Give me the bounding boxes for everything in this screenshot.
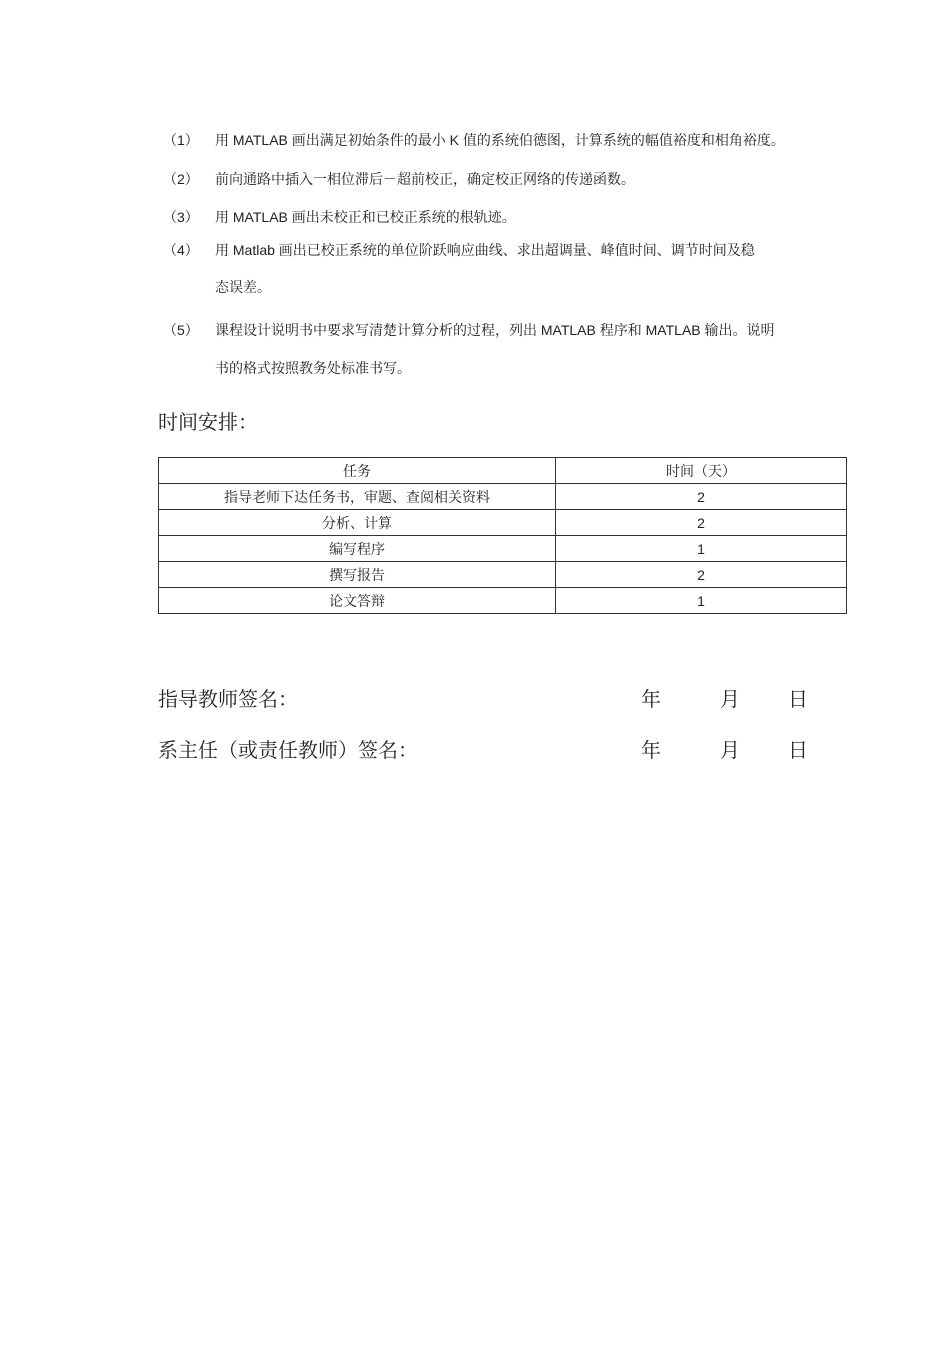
department-head-signature-label: 系主任（或责任教师）签名：	[158, 738, 418, 762]
table-row	[159, 562, 847, 588]
table-row	[159, 536, 847, 562]
header-task: 任务	[159, 458, 556, 484]
task-cell: 分析、计算	[159, 510, 556, 536]
day-label: 日	[788, 687, 808, 711]
year-label: 年	[641, 738, 661, 762]
days-cell: 1	[556, 588, 847, 614]
requirement-text: 前向通路中插入一相位滞后－超前校正，确定校正网络的传递函数。	[215, 171, 635, 187]
table-header-row	[159, 458, 847, 484]
days-cell: 1	[556, 536, 847, 562]
task-cell: 撰写报告	[159, 562, 556, 588]
month-label: 月	[720, 738, 740, 762]
task-cell: 指导老师下达任务书，审题、查阅相关资料	[159, 484, 556, 510]
requirement-number: （1）	[163, 132, 199, 148]
days-cell: 2	[556, 484, 847, 510]
requirement-continuation: 态误差。	[215, 279, 271, 295]
table-row	[159, 510, 847, 536]
requirement-text: 用 MATLAB 画出未校正和已校正系统的根轨迹。	[215, 209, 516, 225]
table-row	[159, 588, 847, 614]
task-cell: 编写程序	[159, 536, 556, 562]
schedule-table	[158, 457, 847, 614]
schedule-heading: 时间安排：	[158, 410, 258, 434]
advisor-signature-label: 指导教师签名：	[158, 687, 298, 711]
requirement-text: 用 MATLAB 画出满足初始条件的最小 K 值的系统伯德图，计算系统的幅值裕度和相角裕度。	[215, 132, 785, 148]
header-days: 时间（天）	[556, 458, 847, 484]
requirement-number: （3）	[163, 209, 199, 225]
month-label: 月	[720, 687, 740, 711]
requirement-text: 课程设计说明书中要求写清楚计算分析的过程，列出 MATLAB 程序和 MATLAB 输出。说明	[215, 322, 775, 338]
year-label: 年	[641, 687, 661, 711]
table-row	[159, 484, 847, 510]
requirement-text: 用 Matlab 画出已校正系统的单位阶跃响应曲线、求出超调量、峰值时间、调节时间及稳	[215, 242, 755, 258]
requirement-number: （5）	[163, 322, 199, 338]
requirement-continuation: 书的格式按照教务处标准书写。	[215, 360, 411, 376]
task-cell: 论文答辩	[159, 588, 556, 614]
days-cell: 2	[556, 510, 847, 536]
day-label: 日	[788, 738, 808, 762]
days-cell: 2	[556, 562, 847, 588]
requirement-number: （2）	[163, 171, 199, 187]
requirement-number: （4）	[163, 242, 199, 258]
